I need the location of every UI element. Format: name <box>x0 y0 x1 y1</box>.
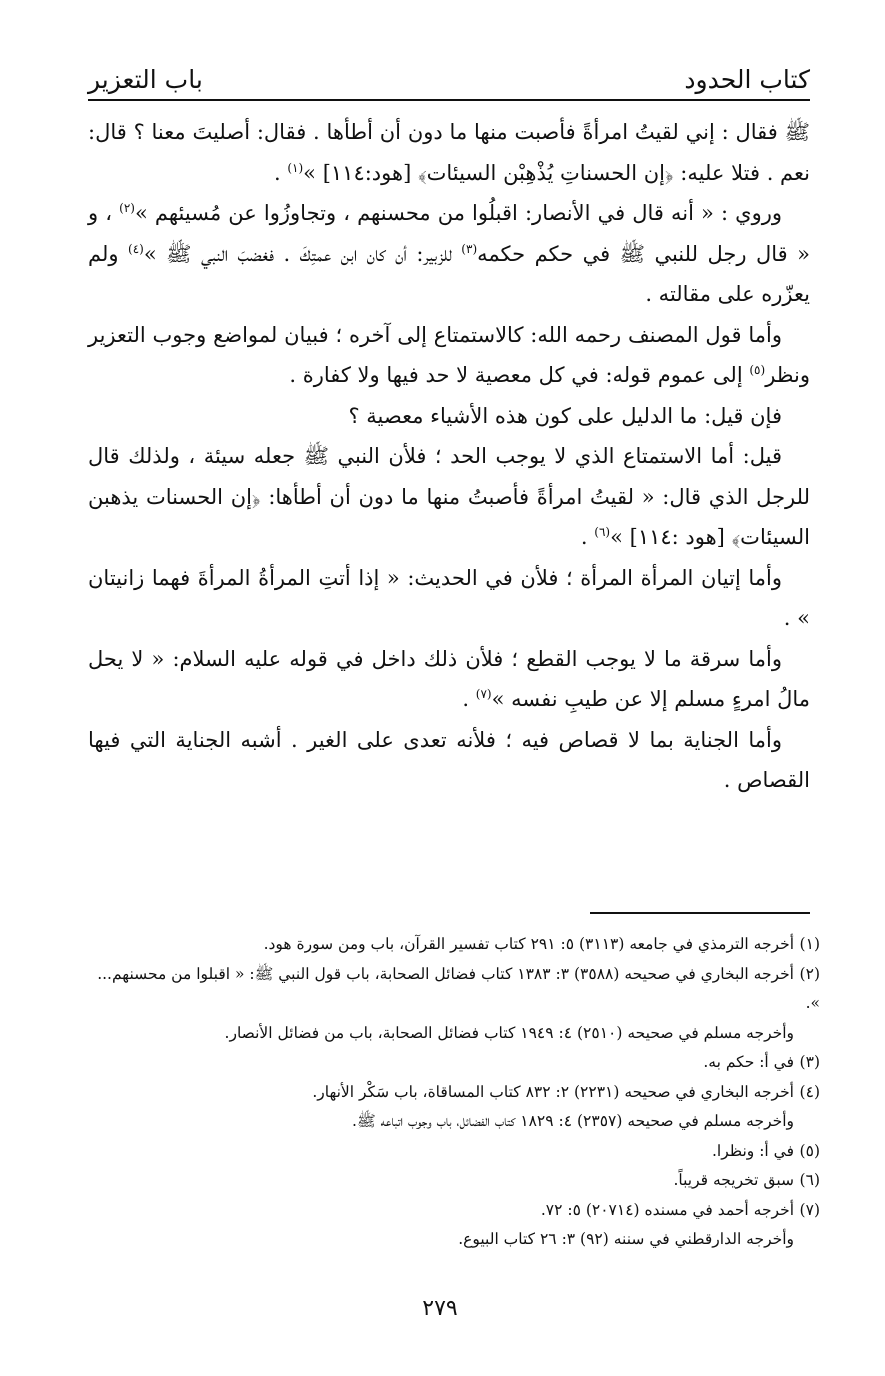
chapter-title: باب التعزير <box>88 65 203 94</box>
footnote-ref-2: (٢) <box>119 201 135 215</box>
footnote-number: (٤) <box>799 1082 820 1101</box>
footnote-number: (٦) <box>799 1171 820 1189</box>
paragraph-2-text-a: وروي : « أنه قال في الأنصار: اقبلُوا من محسنهم ، وتجاوزُوا عن مُسيئهم » <box>134 201 783 225</box>
footnote-text: وأخرجه الدارقطني في سننه (٩٢) ٣: ٢٦ كتاب البيوع. <box>458 1230 794 1248</box>
paragraph-1 <box>88 112 810 193</box>
paragraph-6 <box>88 558 810 639</box>
footnote-text: وأخرجه مسلم في صحيحه (٢٥١٠) ٤: ١٩٤٩ كتاب فضائل الصحابة، باب من فضائل الأنصار. <box>224 1023 794 1042</box>
footnote-item <box>88 960 820 1019</box>
paragraph-5-text-b: . <box>580 525 595 549</box>
paragraph-7 <box>88 639 810 720</box>
paragraph-4-text: فإن قيل: ما الدليل على كون هذه الأشياء معصية ؟ <box>348 403 782 428</box>
footnote-divider <box>590 912 810 914</box>
paragraph-2-text-b: ، و « قال رجل للنبي ﷺ في حكم حكمه <box>88 201 810 266</box>
paragraph-7-text-b: . <box>462 687 476 711</box>
footnote-text: وأخرجه مسلم في صحيحه (٢٣٥٧) ٤: ١٨٢٩ كتاب الفضائل، باب وجوب اتباعه ﷺ. <box>352 1112 794 1130</box>
footnote-number: (٢) <box>799 964 820 983</box>
footnote-ref-5: (٥) <box>749 363 766 377</box>
footnote-text: أخرجه البخاري في صحيحه (٣٥٨٨) ٣: ١٣٨٣ كتاب فضائل الصحابة، باب قول النبي ﷺ: « اقبلوا من محسنهم... ». <box>97 964 820 1012</box>
footnote-number: (٥) <box>799 1141 820 1160</box>
footnote-text: في أ: حكم به. <box>703 1053 794 1071</box>
page-number: ٢٧٩ <box>422 1296 458 1321</box>
footnote-ref-3: (٣) <box>461 241 478 256</box>
paragraph-8 <box>88 720 810 801</box>
book-title: كتاب الحدود <box>684 65 810 94</box>
running-header <box>88 50 810 94</box>
footnote-item <box>88 1048 820 1078</box>
paragraph-6-text: وأما إتيان المرأة المرأة ؛ فلأن في الحديث: « إذا أتتِ المرأةُ المرأةَ فهما زانيتان » . <box>88 565 810 630</box>
main-text <box>88 112 810 801</box>
footnote-text: أخرجه أحمد في مسنده (٢٠٧١٤) ٥: ٧٢. <box>540 1200 794 1219</box>
paragraph-5 <box>88 436 810 558</box>
footnote-number: (١) <box>799 935 820 953</box>
footnote-item <box>88 1078 820 1108</box>
paragraph-1-end: . <box>273 160 288 185</box>
paragraph-2-text-c: للزبير: أن كان ابن عمتِكَ . فغضبَ النبي ﷺ » <box>143 241 462 266</box>
footnote-text: في أ: ونظرا. <box>711 1141 794 1160</box>
footnote-ref-1: (١) <box>287 160 304 175</box>
footnote-item <box>88 1137 820 1167</box>
footnote-item <box>88 930 820 960</box>
paragraph-3-text-b: إلى عموم قوله: في كل معصية لا حد فيها ولا كفارة . <box>289 363 750 387</box>
paragraph-2 <box>88 193 810 315</box>
paragraph-3-text-a: وأما قول المصنف رحمه الله: كالاستمتاع إلى آخره ؛ فبيان لمواضع وجوب التعزير ونظر <box>88 322 810 387</box>
footnote-number: (٣) <box>799 1053 820 1071</box>
paragraph-1-text: ﷺ فقال : إني لقيتُ امرأةً فأصبت منها ما دون أن أطأها . فقال: أصليتَ معنا ؟ قال: نعم . فتلا عليه: ﴿إن الحسناتِ يُذْهِبْن السيئات﴾ [هود:١١٤] » <box>88 120 810 185</box>
footnote-number: (٧) <box>799 1200 820 1219</box>
footnote-item <box>88 1196 820 1226</box>
footnote-item <box>88 1019 820 1049</box>
footnotes <box>88 930 820 1255</box>
footnote-ref-7: (٧) <box>475 687 492 701</box>
paragraph-7-text-a: وأما سرقة ما لا يوجب القطع ؛ فلأن ذلك داخل في قوله عليه السلام: « لا يحل مالُ امرءٍ مسلم إلا عن طيبِ نفسه » <box>88 646 810 711</box>
paragraph-5-text-a: قيل: أما الاستمتاع الذي لا يوجب الحد ؛ فلأن النبي ﷺ جعله سيئة ، ولذلك قال للرجل الذي قال: « لقيتُ امرأةً فأصبتُ منها ما دون أن أطأها: ﴿إن الحسنات يذهبن السيئات﴾ [هود :١١٤] » <box>88 444 810 549</box>
paragraph-2-text-d: ولم يعزّره على مقالته . <box>88 241 810 306</box>
footnote-item <box>88 1166 820 1196</box>
paragraph-3 <box>88 315 810 396</box>
footnote-ref-4: (٤) <box>128 241 144 256</box>
footnote-text: سبق تخريجه قريباً. <box>673 1171 794 1189</box>
footnote-text: أخرجه الترمذي في جامعه (٣١١٣) ٥: ٢٩١ كتاب تفسير القرآن، باب ومن سورة هود. <box>263 935 794 953</box>
footnote-item <box>88 1225 820 1255</box>
footnote-text: أخرجه البخاري في صحيحه (٢٢٣١) ٢: ٨٣٢ كتاب المساقاة، باب سَكْر الأنهار. <box>312 1082 794 1101</box>
paragraph-4 <box>88 396 810 437</box>
footnote-item <box>88 1107 820 1137</box>
paragraph-8-text: وأما الجناية بما لا قصاص فيه ؛ فلأنه تعدى على الغير . أشبه الجناية التي فيها القصاص . <box>88 727 810 792</box>
footnote-ref-6: (٦) <box>594 525 611 539</box>
header-divider <box>88 99 810 101</box>
